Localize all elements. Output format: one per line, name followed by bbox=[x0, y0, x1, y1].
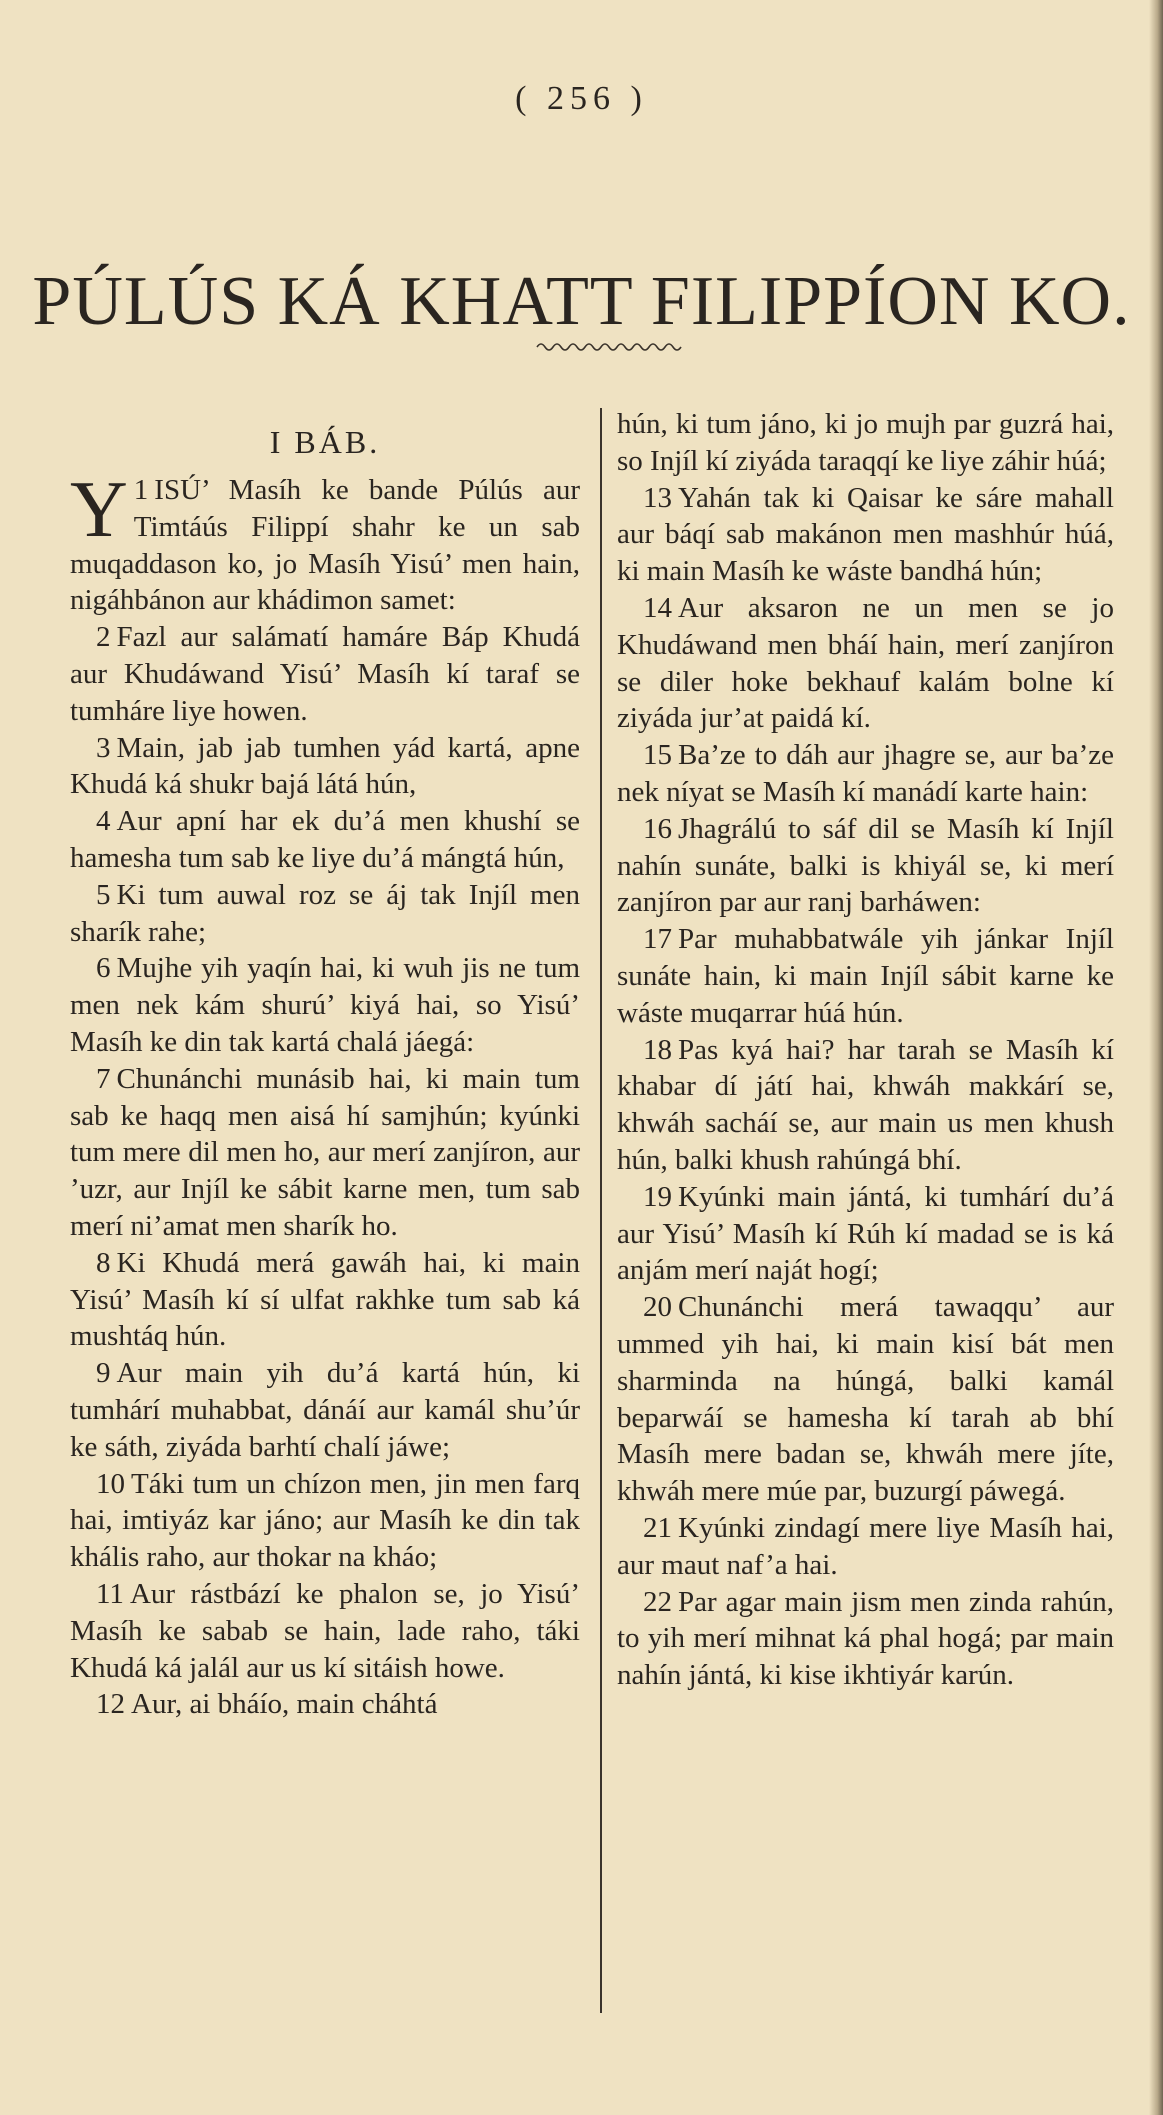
verse bbox=[617, 811, 1114, 921]
dropcap: Y bbox=[70, 466, 128, 554]
verse bbox=[70, 1355, 580, 1465]
verse-text: Main, jab jab tumhen yád kartá, apne Khudá ká shukr bajá látá hún, bbox=[70, 731, 580, 801]
verse-number: 21 bbox=[643, 1511, 672, 1544]
verse bbox=[70, 1466, 580, 1576]
verse bbox=[70, 466, 580, 619]
right-verse-list bbox=[617, 480, 1114, 1694]
verse-text: Aur, ai bháío, main cháhtá bbox=[131, 1688, 438, 1721]
verse-number: 5 bbox=[96, 878, 111, 911]
verse bbox=[70, 1245, 580, 1355]
verse-number: 17 bbox=[643, 923, 672, 956]
verse-number: 6 bbox=[96, 952, 111, 985]
verse-text: Aur rástbází ke phalon se, jo Yisú’ Masíh ke sabab se hain, lade raho, táki Khudá ká jalál aur us kí sitáish howe. bbox=[70, 1577, 580, 1684]
verse-number: 4 bbox=[96, 805, 111, 838]
verse-number: 18 bbox=[643, 1033, 672, 1066]
verse-number: 15 bbox=[643, 739, 672, 772]
verse-number: 14 bbox=[643, 591, 672, 624]
verse-text: Par agar main jism men zinda rahún, to yih merí mihnat ká phal hogá; par main nahín jántá, ki kise ikhtiyár karún. bbox=[617, 1585, 1114, 1692]
verse bbox=[70, 730, 580, 804]
verse-text: Ki tum auwal roz se áj tak Injíl men sharík rahe; bbox=[70, 878, 580, 948]
verse bbox=[70, 1576, 580, 1686]
verse-number: 7 bbox=[96, 1062, 111, 1095]
verse-text: Kyúnki main jántá, ki tumhárí du’á aur Yisú’ Masíh kí Rúh kí madad se is ká anjám merí naját hogí; bbox=[617, 1180, 1114, 1287]
verse-number: 8 bbox=[96, 1246, 111, 1279]
verse-text: Pas kyá hai? har tarah se Masíh kí khabar dí játí hai, khwáh makkárí se, khwáh sacháí se, aur main us men khush hún, balki khush rahúngá bhí. bbox=[617, 1033, 1114, 1176]
verse-text: Aur aksaron ne un men se jo Khudáwand men bháí hain, merí zanjíron se diler hoke bekhauf kalám bolne kí ziyáda jur’at paidá kí. bbox=[617, 591, 1114, 735]
verse-text: Aur apní har ek du’á men khushí se hamesha tum sab ke liye du’á mángtá hún, bbox=[70, 805, 580, 874]
verse-text: Kyúnki zindagí mere liye Masíh hai, aur maut naf’a hai. bbox=[617, 1511, 1114, 1581]
verse-text: Táki tum un chízon men, jin men farq hai, imtiyáz kar jáno; aur Masíh ke din tak khális raho, aur thokar na kháo; bbox=[70, 1467, 580, 1574]
verse bbox=[70, 1061, 580, 1245]
verse-number: 20 bbox=[643, 1291, 672, 1324]
verse-text: Yahán tak ki Qaisar ke sáre mahall aur báqí sab makánon men mashhúr húá, ki main Masíh ke wáste bandhá hún; bbox=[617, 481, 1114, 588]
verse-text: Ki Khudá merá gawáh hai, ki main Yisú’ Masíh kí sí ulfat rakhke tum sab ká mushtáq hún. bbox=[70, 1246, 580, 1353]
verse bbox=[617, 480, 1114, 590]
verse-text: Chunánchi merá tawaqqu’ aur ummed yih hai, ki main kisí bát men sharminda na húngá, balki kamál beparwáí se hamesha kí tarah ab bhí Masíh mere badan se, khwáh mere jíte, khwáh mere múe par, buzurgí páwegá. bbox=[617, 1291, 1114, 1508]
verse bbox=[70, 950, 580, 1060]
book-title: PÚLÚS KÁ KHATT FILIPPÍON KO. bbox=[32, 262, 1131, 340]
verse-number: 19 bbox=[643, 1180, 672, 1213]
verse bbox=[70, 619, 580, 729]
verse-number: 12 bbox=[96, 1688, 125, 1721]
verse bbox=[617, 1179, 1114, 1289]
verse-text: Jhagrálú to sáf dil se Masíh kí Injíl nahín sunáte, balki is khiyál se, ki merí zanjíron par aur ranj barháwen: bbox=[617, 812, 1114, 919]
verse bbox=[70, 803, 580, 877]
verse-number: 3 bbox=[96, 731, 111, 764]
verse-text: Ba’ze to dáh aur jhagre se, aur ba’ze nek níyat se Masíh kí manádí karte hain: bbox=[617, 739, 1114, 808]
verse bbox=[617, 1510, 1114, 1584]
verse bbox=[70, 1686, 580, 1723]
verse-number: 22 bbox=[643, 1585, 672, 1618]
chapter-heading: I BÁB. bbox=[269, 424, 381, 460]
verse-number: 11 bbox=[96, 1577, 124, 1610]
verse-number: 16 bbox=[643, 812, 672, 845]
left-verse-list bbox=[70, 619, 580, 1723]
verse bbox=[617, 1289, 1114, 1510]
verse-number: 13 bbox=[643, 481, 672, 514]
verse-number: 2 bbox=[96, 621, 111, 654]
verse bbox=[617, 921, 1114, 1031]
verse-text: Par muhabbatwále yih jánkar Injíl sunáte hain, ki main Injíl sábit karne ke wáste muqarrar húá hún. bbox=[617, 923, 1114, 1029]
verse-continuation: hún, ki tum jáno, ki jo mujh par guzrá hai, so Injíl kí ziyáda taraqqí ke liye záhir húá; bbox=[617, 408, 1114, 477]
right-column bbox=[617, 406, 1114, 1694]
left-column bbox=[70, 408, 580, 1723]
verse bbox=[617, 737, 1114, 811]
verse-number: 1 bbox=[133, 474, 149, 506]
verse-number: 9 bbox=[96, 1357, 111, 1390]
verse-text: Fazl aur salámatí hamáre Báp Khudá aur Khudáwand Yisú’ Masíh kí taraf se tumháre liye howen. bbox=[70, 621, 580, 727]
verse-text: Chunánchi munásib hai, ki main tum sab ke haqq men aisá hí samjhún; kyúnki tum mere dil men ho, aur merí zanjíron, aur ’uzr, aur Injíl ke sábit karne men, tum sab merí ni’amat men sharík ho. bbox=[70, 1062, 580, 1242]
column-rule bbox=[600, 408, 602, 2013]
verse-number: 10 bbox=[96, 1467, 125, 1500]
ornament-divider bbox=[535, 340, 685, 354]
verse bbox=[70, 877, 580, 951]
verse-text: Mujhe yih yaqín hai, ki wuh jis ne tum men nek kám shurú’ kiyá hai, so Yisú’ Masíh ke din tak kartá chalá jáegá: bbox=[70, 952, 580, 1058]
verse bbox=[617, 590, 1114, 737]
verse-text: ISÚ’ Masíh ke bande Púlús aur Timtáús Filippí shahr ke un sab muqaddason ko, jo Masíh Yisú’ men hain, nigáhbánon aur khádimon samet: bbox=[70, 474, 580, 617]
verse-text: Aur main yih du’á kartá hún, ki tumhárí muhabbat, dánáí aur kamál shu’úr ke sáth, ziyáda barhtí chalí jáwe; bbox=[70, 1357, 580, 1463]
page-number: ( 256 ) bbox=[515, 80, 648, 117]
verse bbox=[617, 1584, 1114, 1694]
verse bbox=[617, 1032, 1114, 1179]
